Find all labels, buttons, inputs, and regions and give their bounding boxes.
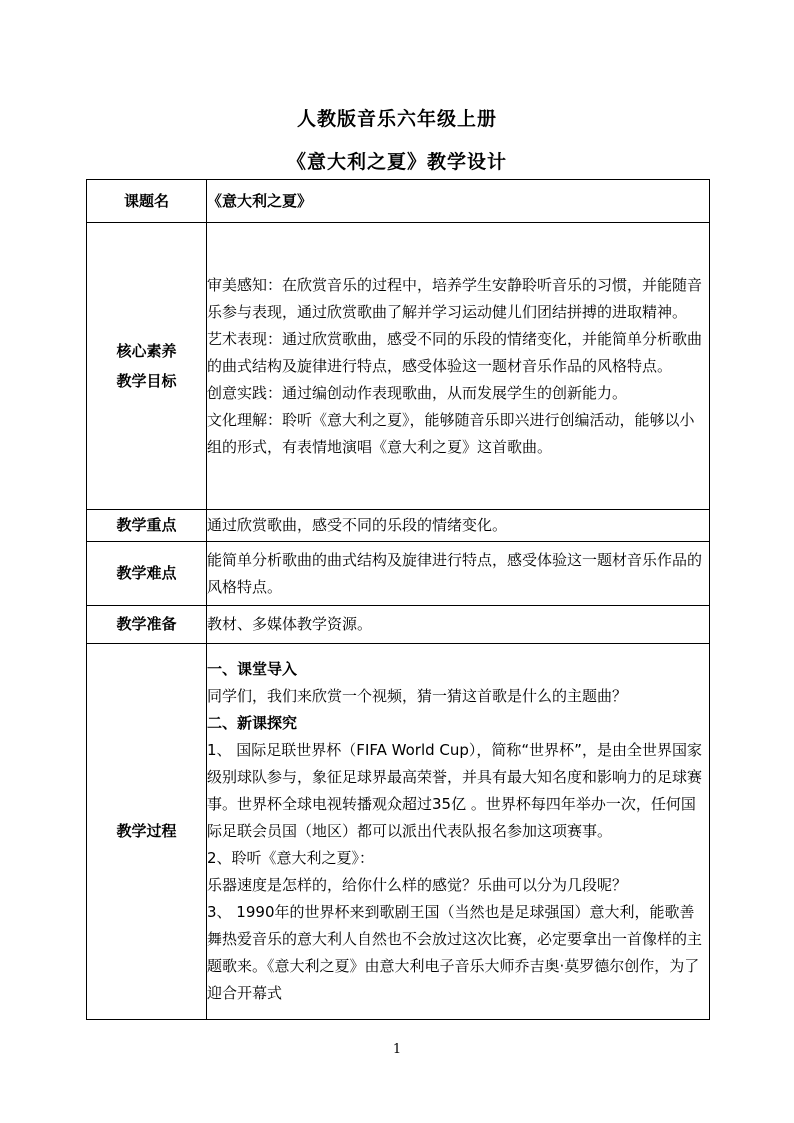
- process-section2-heading: 二、新课探究: [207, 714, 298, 732]
- goal-artistic: 艺术表现：通过欣赏歌曲，感受不同的乐段的情绪变化，并能简单分析歌曲的曲式结构及旋律进行特点，感受体验这一题材音乐作品的风格特点。: [207, 329, 703, 375]
- process-content: [207, 644, 710, 1020]
- table-row-goals: [87, 223, 710, 510]
- goals-content: [207, 223, 710, 510]
- goals-label-line1: 核心素养: [116, 342, 177, 360]
- goals-label: [87, 223, 207, 510]
- difficulty-value: 能简单分析歌曲的曲式结构及旋律进行特点，感受体验这一题材音乐作品的风格特点。: [207, 542, 710, 606]
- document-subtitle: 《意大利之夏》教学设计: [286, 151, 507, 173]
- document-title: 人教版音乐六年级上册: [296, 108, 497, 130]
- preparation-value: 教材、多媒体教学资源。: [207, 606, 710, 644]
- goal-aesthetic: 审美感知：在欣赏音乐的过程中，培养学生安静聆听音乐的习惯，并能随音乐参与表现，通过欣赏歌曲了解并学习运动健儿们团结拼搏的进取精神。: [207, 275, 703, 321]
- process-item3: 3、 1990年的世界杯来到歌剧王国（当然也是足球强国）意大利，能歌善舞热爱音乐的意大利人自然也不会放过这次比赛，必定要拿出一首像样的主题歌来。《意大利之夏》由意大利电子音乐大师乔吉奥·莫罗德尔创作，为了迎合开幕式: [207, 903, 703, 1002]
- goals-label-line2: 教学目标: [116, 372, 177, 390]
- page-number: 1: [392, 1042, 402, 1057]
- process-item2: 2、聆听《意大利之夏》：: [207, 849, 375, 867]
- lesson-plan-table: [86, 179, 710, 1020]
- topic-value: 《意大利之夏》: [207, 180, 710, 223]
- topic-label: 课题名: [87, 180, 207, 223]
- table-row-process: [87, 644, 710, 1020]
- process-item1: 1、 国际足联世界杯（FIFA World Cup），简称“世界杯”，是由全世界国家级别球队参与，象征足球界最高荣誉，并具有最大知名度和影响力的足球赛事。世界杯全球电视转播观众超过35亿 。世界杯每四年举办一次，任何国际足联会员国（地区）都可以派出代表队报名参加这项赛事。: [207, 741, 703, 840]
- process-item2-text: 乐器速度是怎样的，给你什么样的感觉？乐曲可以分为几段呢？: [207, 876, 628, 894]
- process-label: 教学过程: [87, 644, 207, 1020]
- table-row-topic: [87, 180, 710, 223]
- process-section1-heading: 一、课堂导入: [207, 660, 298, 678]
- key-point-value: 通过欣赏歌曲，感受不同的乐段的情绪变化。: [207, 510, 710, 542]
- table-row-preparation: [87, 606, 710, 644]
- difficulty-label: 教学难点: [87, 542, 207, 606]
- goal-cultural: 文化理解：聆听《意大利之夏》，能够随音乐即兴进行创编活动，能够以小组的形式，有表情地演唱《意大利之夏》这首歌曲。: [207, 410, 695, 456]
- process-section1-text: 同学们，我们来欣赏一个视频，猜一猜这首歌是什么的主题曲？: [207, 687, 628, 705]
- preparation-label: 教学准备: [87, 606, 207, 644]
- table-row-difficulty: [87, 542, 710, 606]
- key-point-label: 教学重点: [87, 510, 207, 542]
- table-row-key-point: [87, 510, 710, 542]
- goal-creative: 创意实践：通过编创动作表现歌曲，从而发展学生的创新能力。: [207, 383, 628, 402]
